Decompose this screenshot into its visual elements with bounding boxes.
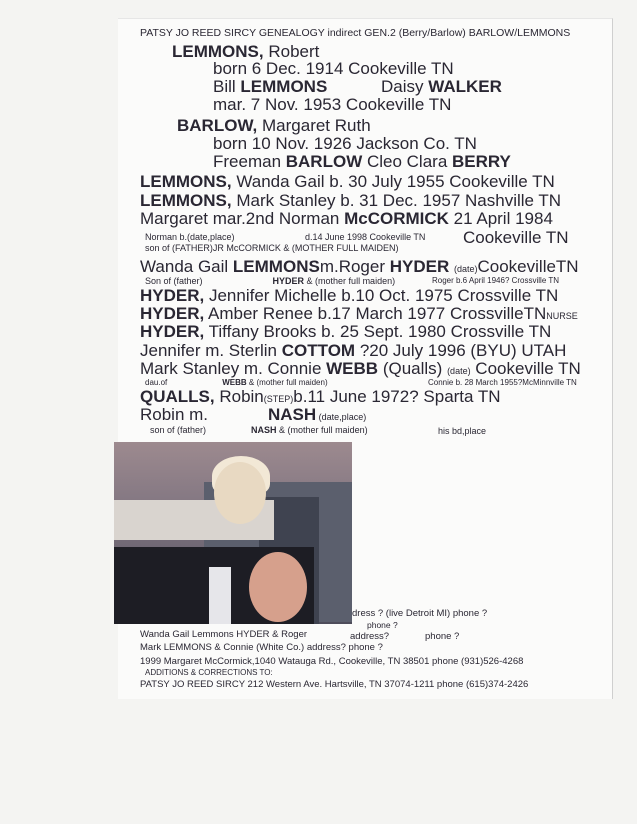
line-spouse-parents: son of (father) NASH & (mother full maiden): [150, 425, 368, 435]
line-robin-spouse: NASH (date,place): [268, 405, 367, 424]
line-spouse-birth: his bd,place: [438, 426, 487, 436]
line-robert-born: born 6 Dec. 1914 Cookeville TN: [213, 59, 454, 78]
line-robert: LEMMONS, Robert: [172, 42, 320, 61]
line-norman-parents: son of (FATHER)JR McCORMICK & (MOTHER FULL MAIDEN): [145, 243, 399, 253]
footer-corrections-label: ADDITIONS & CORRECTIONS TO:: [145, 668, 273, 677]
line-jennifer-marriage: Jennifer m. Sterlin COTTOM ?20 July 1996 (BYU) UTAH: [140, 341, 567, 360]
line-connie-born: Connie b. 28 March 1955?McMinnville TN: [428, 378, 577, 387]
line-robert-mother: Daisy WALKER: [381, 77, 502, 96]
footer-wanda-contact: Wanda Gail Lemmons HYDER & Roger: [140, 629, 308, 640]
line-wanda: LEMMONS, Wanda Gail b. 30 July 1955 Cookeville TN: [140, 172, 555, 191]
line-wanda-marriage: Wanda Gail LEMMONSm.Roger HYDER (date)CookevilleTN: [140, 257, 579, 276]
line-margaret-parents: Freeman BARLOW Cleo Clara BERRY: [213, 152, 511, 171]
footer-wanda-address: address?: [350, 631, 390, 642]
line-robert-parents: Bill LEMMONS: [213, 77, 328, 96]
line-connie-parents: dau.of WEBB & (mother full maiden): [145, 378, 328, 387]
line-jennifer: HYDER, Jennifer Michelle b.10 Oct. 1975 Crossville TN: [140, 286, 559, 305]
line-roger-parents: Son of (father) HYDER & (mother full maiden): [145, 276, 396, 286]
footer-phone-partial: phone ?: [367, 620, 398, 630]
line-norman-died: d.14 June 1998 Cookeville TN: [305, 232, 426, 242]
line-robin: QUALLS, Robin(STEP)b.11 June 1972? Sparta TN: [140, 387, 501, 406]
footer-wanda-phone: phone ?: [425, 631, 460, 642]
page-header: PATSY JO REED SIRCY GENEALOGY indirect GEN.2 (Berry/Barlow) BARLOW/LEMMONS: [140, 27, 571, 39]
family-photo: [114, 442, 352, 624]
line-robert-parents-marriage: mar. 7 Nov. 1953 Cookeville TN: [213, 95, 452, 114]
line-norman-death-place: Cookeville TN: [463, 228, 569, 247]
line-robin-marriage: Robin m.: [140, 405, 209, 424]
line-margaret-marriage-2: Margaret mar.2nd Norman McCORMICK 21 April 1984: [140, 209, 553, 228]
line-margaret: BARLOW, Margaret Ruth: [177, 116, 371, 135]
footer-patsy-address: PATSY JO REED SIRCY 212 Western Ave. Hartsville, TN 37074-1211 phone (615)374-2426: [140, 679, 529, 690]
line-roger-born: Roger b.6 April 1946? Crossville TN: [432, 276, 560, 285]
footer-margaret-address: 1999 Margaret McCormick,1040 Watauga Rd., Cookeville, TN 38501 phone (931)526-4268: [140, 656, 524, 667]
footer-mark-contact: Mark LEMMONS & Connie (White Co.) address? phone ?: [140, 642, 383, 653]
footer-address-partial: dress ? (live Detroit MI) phone ?: [352, 608, 488, 619]
line-mark-marriage: Mark Stanley m. Connie WEBB (Qualls) (date) Cookeville TN: [140, 359, 581, 378]
line-tiffany: HYDER, Tiffany Brooks b. 25 Sept. 1980 Crossville TN: [140, 322, 552, 341]
line-mark: LEMMONS, Mark Stanley b. 31 Dec. 1957 Nashville TN: [140, 191, 562, 210]
line-norman-born: Norman b.(date,place): [145, 232, 235, 242]
line-amber: HYDER, Amber Renee b.17 March 1977 CrossvilleTNNURSE: [140, 304, 578, 323]
line-margaret-born: born 10 Nov. 1926 Jackson Co. TN: [213, 134, 477, 153]
